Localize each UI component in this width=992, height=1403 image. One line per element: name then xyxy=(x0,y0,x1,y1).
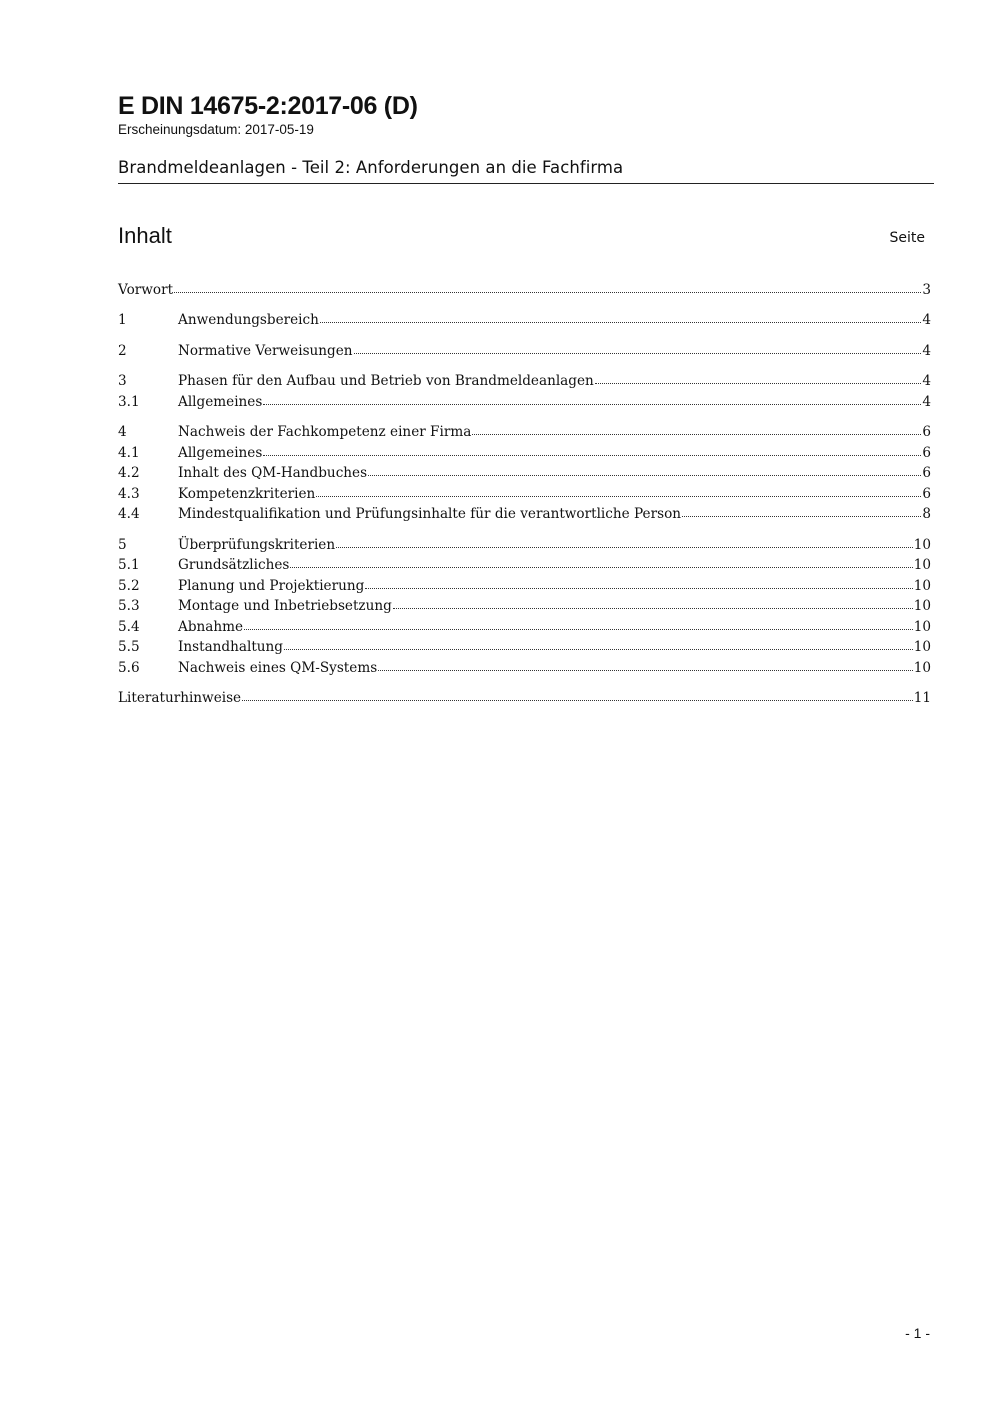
toc-entry-title: Kompetenzkriterien xyxy=(178,486,316,502)
title-divider xyxy=(118,183,934,184)
toc-entry-title: Montage und Inbetriebsetzung xyxy=(178,598,392,614)
toc-entry-number: 2 xyxy=(118,343,127,359)
toc-entry-page: 4 xyxy=(922,373,931,389)
toc-entry-title: Allgemeines xyxy=(178,445,263,461)
toc-entry-number: 5 xyxy=(118,537,127,553)
toc-leader xyxy=(284,649,913,650)
toc-entry-title: Allgemeines xyxy=(178,394,263,410)
toc-entry-4[interactable] xyxy=(118,422,931,442)
toc-entry-number: 4.2 xyxy=(118,465,140,481)
toc-leader xyxy=(595,383,922,384)
toc-entry-number: 5.4 xyxy=(118,619,140,635)
toc-entry-4-1[interactable] xyxy=(118,443,931,463)
toc-entry-number: 5.3 xyxy=(118,598,140,614)
toc-heading: Inhalt xyxy=(118,223,172,248)
toc-entry-page: 3 xyxy=(922,282,931,298)
toc-entry-page: 4 xyxy=(922,343,931,359)
toc-leader xyxy=(336,547,913,548)
toc-entry-3-1[interactable] xyxy=(118,392,931,412)
toc-entry-title: Nachweis der Fachkompetenz einer Firma xyxy=(178,424,472,440)
toc-entry-5-4[interactable] xyxy=(118,617,931,637)
toc-entry-title: Vorwort xyxy=(118,282,174,298)
toc-leader xyxy=(242,700,913,701)
toc-entry-title: Anwendungsbereich xyxy=(178,312,319,328)
toc-entry-title: Nachweis eines QM-Systems xyxy=(178,660,378,676)
toc-leader xyxy=(290,567,912,568)
page-number: - 1 - xyxy=(905,1325,930,1341)
toc-leader xyxy=(378,670,913,671)
toc-leader xyxy=(316,496,921,497)
toc-entry-3[interactable] xyxy=(118,371,931,391)
toc-entry-5-5[interactable] xyxy=(118,637,931,657)
toc-leader xyxy=(263,404,921,405)
toc-entry-4-4[interactable] xyxy=(118,504,931,524)
toc-leader xyxy=(472,434,921,435)
toc-entry-literaturhinweise[interactable] xyxy=(118,688,931,708)
toc-entry-page: 4 xyxy=(922,394,931,410)
toc-entry-number: 5.1 xyxy=(118,557,140,573)
toc-entry-number: 1 xyxy=(118,312,127,328)
toc-entry-title: Planung und Projektierung xyxy=(178,578,365,594)
toc-leader xyxy=(368,475,921,476)
toc-entry-title: Instandhaltung xyxy=(178,639,284,655)
toc-leader xyxy=(682,516,921,517)
toc-entry-page: 10 xyxy=(913,660,931,676)
toc-entry-number: 5.6 xyxy=(118,660,140,676)
toc-leader xyxy=(354,353,922,354)
toc-entry-page: 6 xyxy=(922,424,931,440)
toc-entry-5-1[interactable] xyxy=(118,555,931,575)
toc-entry-number: 4.4 xyxy=(118,506,140,522)
toc-entry-title: Abnahme xyxy=(178,619,244,635)
toc-entry-number: 4.1 xyxy=(118,445,140,461)
document-id: E DIN 14675-2:2017-06 (D) xyxy=(118,92,418,120)
toc-entry-page: 6 xyxy=(922,445,931,461)
toc-entry-page: 6 xyxy=(922,465,931,481)
toc-entry-page: 10 xyxy=(913,598,931,614)
toc-entry-5-2[interactable] xyxy=(118,576,931,596)
toc-entry-5-3[interactable] xyxy=(118,596,931,616)
toc-entry-title: Literaturhinweise xyxy=(118,690,242,706)
toc-entry-title: Mindestqualifikation und Prüfungsinhalte für die verantwortliche Person xyxy=(178,506,682,522)
toc-entry-2[interactable] xyxy=(118,341,931,361)
toc-leader xyxy=(174,292,921,293)
toc-entry-page: 11 xyxy=(913,690,931,706)
toc-entry-title: Überprüfungskriterien xyxy=(178,537,336,553)
toc-leader xyxy=(365,588,912,589)
toc-entry-page: 6 xyxy=(922,486,931,502)
toc-entry-title: Grundsätzliches xyxy=(178,557,290,573)
toc-entry-1[interactable] xyxy=(118,310,931,330)
toc-leader xyxy=(393,608,913,609)
toc-entry-title: Inhalt des QM-Handbuches xyxy=(178,465,368,481)
toc-entry-number: 4.3 xyxy=(118,486,140,502)
toc-entry-5[interactable] xyxy=(118,535,931,555)
toc-entry-page: 10 xyxy=(913,639,931,655)
toc-entry-5-6[interactable] xyxy=(118,658,931,678)
toc-entry-page: 10 xyxy=(913,537,931,553)
toc-page-column-label: Seite xyxy=(889,230,925,246)
toc-leader xyxy=(244,629,913,630)
toc-entry-page: 4 xyxy=(922,312,931,328)
toc-entry-number: 5.5 xyxy=(118,639,140,655)
toc-entry-page: 10 xyxy=(913,619,931,635)
document-title: Brandmeldeanlagen - Teil 2: Anforderungen an die Fachfirma xyxy=(118,158,624,177)
toc-entry-number: 4 xyxy=(118,424,127,440)
toc-entry-4-3[interactable] xyxy=(118,484,931,504)
toc-leader xyxy=(263,455,921,456)
toc-entry-page: 8 xyxy=(922,506,931,522)
toc-entry-title: Phasen für den Aufbau und Betrieb von Brandmeldeanlagen xyxy=(178,373,594,389)
toc-entry-number: 5.2 xyxy=(118,578,140,594)
toc-entry-page: 10 xyxy=(913,578,931,594)
toc-entry-4-2[interactable] xyxy=(118,463,931,483)
toc-leader xyxy=(320,322,921,323)
publication-date: Erscheinungsdatum: 2017-05-19 xyxy=(118,122,314,137)
toc-entry-page: 10 xyxy=(913,557,931,573)
toc-entry-vorwort[interactable] xyxy=(118,280,931,300)
toc-entry-number: 3 xyxy=(118,373,127,389)
toc-entry-title: Normative Verweisungen xyxy=(178,343,353,359)
toc-entry-number: 3.1 xyxy=(118,394,140,410)
